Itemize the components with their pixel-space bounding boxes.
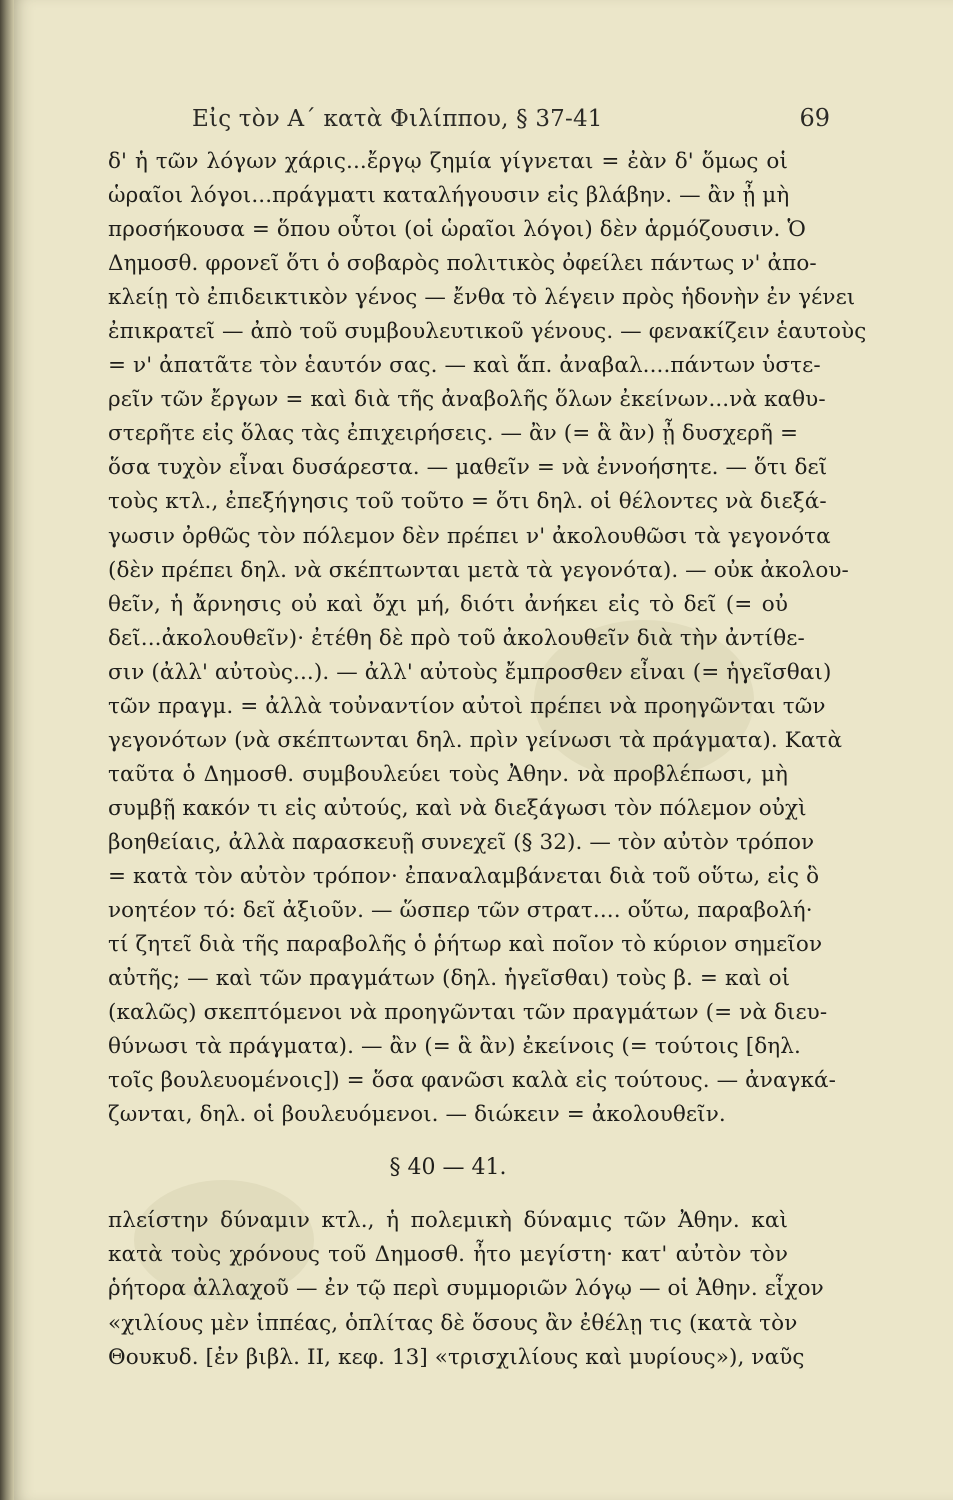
text-line: γωσιν ὀρθῶς τὸν πόλεμον δὲν πρέπει ν' ἀκολουθῶσι τὰ γεγονότα (108, 523, 831, 549)
text-line: (δὲν πρέπει δηλ. νὰ σκέπτωνται μετὰ τὰ γεγονότα). — οὐκ ἀκολου- (108, 557, 849, 583)
text-line: πλείστην δύναμιν κτλ., ἡ πολεμικὴ δύναμις τῶν Ἀθην. καὶ (108, 1208, 788, 1234)
text-line: γεγονότων (νὰ σκέπτωνται δηλ. πρὶν γείνωσι τὰ πράγματα). Κατὰ (108, 727, 843, 753)
text-line: τοῖς βουλευομένοις]) = ὅσα φανῶσι καλὰ εἰς τούτους. — ἀναγκά- (108, 1068, 837, 1094)
commentary-paragraph-40-41 (108, 1204, 824, 1374)
text-line: ὅσα τυχὸν εἶναι δυσάρεστα. — μαθεῖν = νὰ ἐννοήσητε. — ὅτι δεῖ (108, 455, 828, 481)
text-line: θεῖν, ἡ ἄρνησις οὐ καὶ ὄχι μή, διότι ἀνήκει εἰς τὸ δεῖ (= οὐ (108, 591, 788, 617)
text-line: τί ζητεῖ διὰ τῆς παραβολῆς ὁ ῥήτωρ καὶ ποῖον τὸ κύριον σημεῖον (108, 932, 823, 958)
text-line: αὐτῆς; — καὶ τῶν πραγμάτων (δηλ. ἡγεῖσθαι) τοὺς β. = καὶ οἱ (108, 966, 791, 992)
text-line: τῶν πραγμ. = ἀλλὰ τοὐναντίον αὐτοὶ πρέπει νὰ προηγῶνται τῶν (108, 693, 826, 719)
section-heading: § 40 — 41. (389, 1155, 507, 1181)
text-line: Θουκυδ. [ἐν βιβλ. II, κεφ. 13] «τρισχιλίους καὶ μυρίους»), ναῦς (108, 1344, 805, 1370)
text-line: ῥήτορα ἀλλαχοῦ — ἐν τῷ περὶ συμμοριῶν λόγῳ — οἱ Ἀθην. εἶχον (108, 1276, 824, 1302)
text-line: ρεῖν τῶν ἔργων = καὶ διὰ τῆς ἀναβολῆς ὅλων ἐκείνων...νὰ καθυ- (108, 387, 826, 413)
text-line: συμβῇ κακόν τι εἰς αὐτούς, καὶ νὰ διεξάγωσι τὸν πόλεμον οὐχὶ (108, 795, 807, 821)
text-line: (καλῶς) σκεπτόμενοι νὰ προηγῶνται τῶν πραγμάτων (= νὰ διευ- (108, 1000, 828, 1026)
commentary-paragraph-37-39 (108, 145, 867, 1132)
text-line: τοὺς κτλ., ἐπεξήγησις τοῦ τοῦτο = ὅτι δηλ. οἱ θέλοντες νὰ διεξά- (108, 489, 827, 515)
text-line: προσήκουσα = ὅπου οὗτοι (οἱ ὡραῖοι λόγοι) δὲν ἁρμόζουσιν. Ὁ (108, 217, 806, 243)
text-line: κατὰ τοὺς χρόνους τοῦ Δημοσθ. ἦτο μεγίστη· κατ' αὐτὸν τὸν (108, 1242, 788, 1268)
text-line: στερῆτε εἰς ὅλας τὰς ἐπιχειρήσεις. — ἂν (= ἃ ἂν) ᾖ δυσχερῆ = (108, 421, 799, 447)
text-line: = κατὰ τὸν αὐτὸν τρόπον· ἐπαναλαμβάνεται διὰ τοῦ οὕτω, εἰς ὃ (108, 863, 820, 889)
text-line: Δημοσθ. φρονεῖ ὅτι ὁ σοβαρὸς πολιτικὸς ὀφείλει πάντως ν' ἀπο- (108, 251, 817, 277)
text-line: ἐπικρατεῖ — ἀπὸ τοῦ συμβουλευτικοῦ γένους. — φενακίζειν ἑαυτοὺς (108, 319, 867, 345)
text-line: = ν' ἀπατᾶτε τὸν ἑαυτόν σας. — καὶ ἅπ. ἀναβαλ....πάντων ὑστε- (108, 353, 821, 379)
text-line: δ' ἡ τῶν λόγων χάρις...ἔργῳ ζημία γίγνεται = ἐὰν δ' ὅμως οἱ (108, 149, 788, 174)
text-line: σιν (ἀλλ' αὐτοὺς...). — ἀλλ' αὐτοὺς ἔμπροσθεν εἶναι (= ἡγεῖσθαι) (108, 659, 832, 685)
text-line: δεῖ...ἀκολουθεῖν)· ἐτέθη δὲ πρὸ τοῦ ἀκολουθεῖν διὰ τὴν ἀντίθε- (108, 625, 805, 651)
page-header (110, 100, 830, 140)
text-line: κλείῃ τὸ ἐπιδεικτικὸν γένος — ἔνθα τὸ λέγειν πρὸς ἡδονὴν ἐν γένει (108, 285, 856, 311)
text-line: νοητέον τό: δεῖ ἀξιοῦν. — ὥσπερ τῶν στρατ.... οὕτω, παραβολή· (108, 898, 813, 924)
text-line: «χιλίους μὲν ἱππέας, ὁπλίτας δὲ ὅσους ἂν ἐθέλῃ τις (κατὰ τὸν (108, 1310, 798, 1336)
text-line: ὡραῖοι λόγοι...πράγματι καταλήγουσιν εἰς βλάβην. — ἂν ᾖ μὴ (108, 183, 790, 209)
page-number: 69 (799, 104, 830, 132)
text-line: βοηθείαις, ἀλλὰ παρασκευῇ συνεχεῖ (§ 32). — τὸν αὐτὸν τρόπον (108, 829, 815, 855)
book-page (14, 0, 953, 1500)
text-line: ζωνται, δηλ. οἱ βουλευόμενοι. — διώκειν = ἀκολουθεῖν. (108, 1102, 726, 1128)
page-text (108, 145, 867, 1375)
text-line: ταῦτα ὁ Δημοσθ. συμβουλεύει τοὺς Ἀθην. νὰ προβλέπωσι, μὴ (108, 761, 788, 787)
running-title: Εἰς τὸν Α΄ κατὰ Φιλίππου, § 37-41 (192, 106, 603, 132)
book-binding-edge (0, 0, 14, 1500)
text-line: θύνωσι τὰ πράγματα). — ἂν (= ἃ ἂν) ἐκείνοις (= τούτοις [δηλ. (108, 1034, 801, 1060)
